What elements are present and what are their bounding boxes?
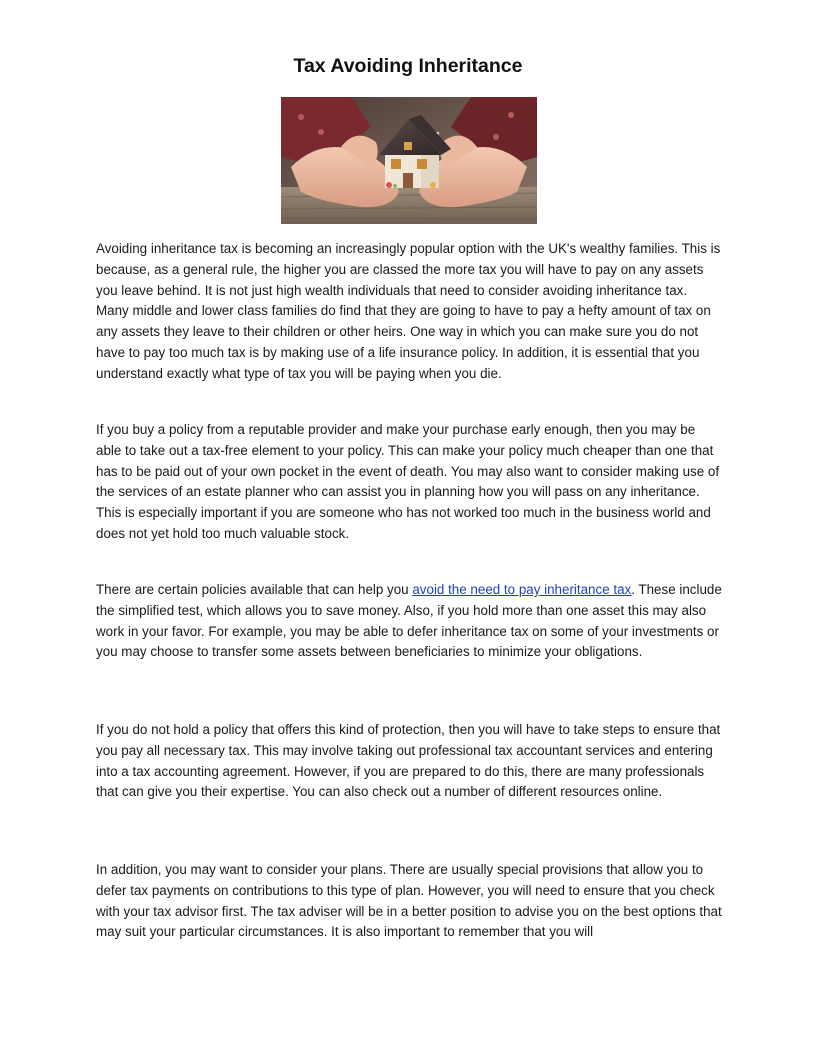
paragraph-3-rest: . These include the simplified test, which allows you to save money. Also, if you hold more than one asset this may also work in your favor. For example, you may be able to defer inheritance tax on some of your investments or you may choose to transfer some assets between beneficiaries to minimize your obligations. <box>96 582 722 660</box>
paragraph-4: If you do not hold a policy that offers this kind of protection, then you will have to take steps to ensure that you pay all necessary tax. This may involve taking out professional tax accountant services and entering into a tax accounting agreement. However, if you are prepared to do this, there are many professionals that can give you their expertise. You can also check out a number of different resources online. <box>96 722 721 800</box>
house-in-hands-photo <box>281 97 537 224</box>
page-title: Tax Avoiding Inheritance <box>293 55 523 77</box>
paragraph-3 <box>96 580 722 663</box>
paragraph-2: If you buy a policy from a reputable provider and make your purchase early enough, then you may be able to take out a tax-free element to your policy. This can make your policy much cheaper than one that has to be paid out of your own pocket in the event of death. You may also want to consider making use of the services of an estate planner who can assist you in planning how you will pass on any inheritance. This is especially important if you are someone who has not worked too much in the business world and does not yet hold too much valuable stock. <box>96 422 720 541</box>
paragraph-1: Avoiding inheritance tax is becoming an increasingly popular option with the UK's wealthy families. This is because, as a general rule, the higher you are classed the more tax you will have to pay on any assets you leave behind. It is not just high wealth individuals that need to consider avoiding inheritance tax. Many middle and lower class families do find that they are going to have to pay a hefty amount of tax on any assets they leave to their children or other heirs. One way in which you can make sure you do not have to pay too much tax is by making use of a life insurance policy. In addition, it is essential that you understand exactly what type of tax you will be paying when you die. <box>96 241 721 381</box>
inheritance-tax-link[interactable]: avoid the need to pay inheritance tax <box>412 582 632 597</box>
paragraph-3-lead: There are certain policies available that can help you <box>96 582 413 597</box>
paragraph-5: In addition, you may want to consider your plans. There are usually special provisions that allow you to defer tax payments on contributions to this type of plan. However, you will need to ensure that you check with your tax advisor first. The tax adviser will be in a better position to advise you on the best options that may suit your particular circumstances. It is also important to remember that you will <box>96 862 722 940</box>
